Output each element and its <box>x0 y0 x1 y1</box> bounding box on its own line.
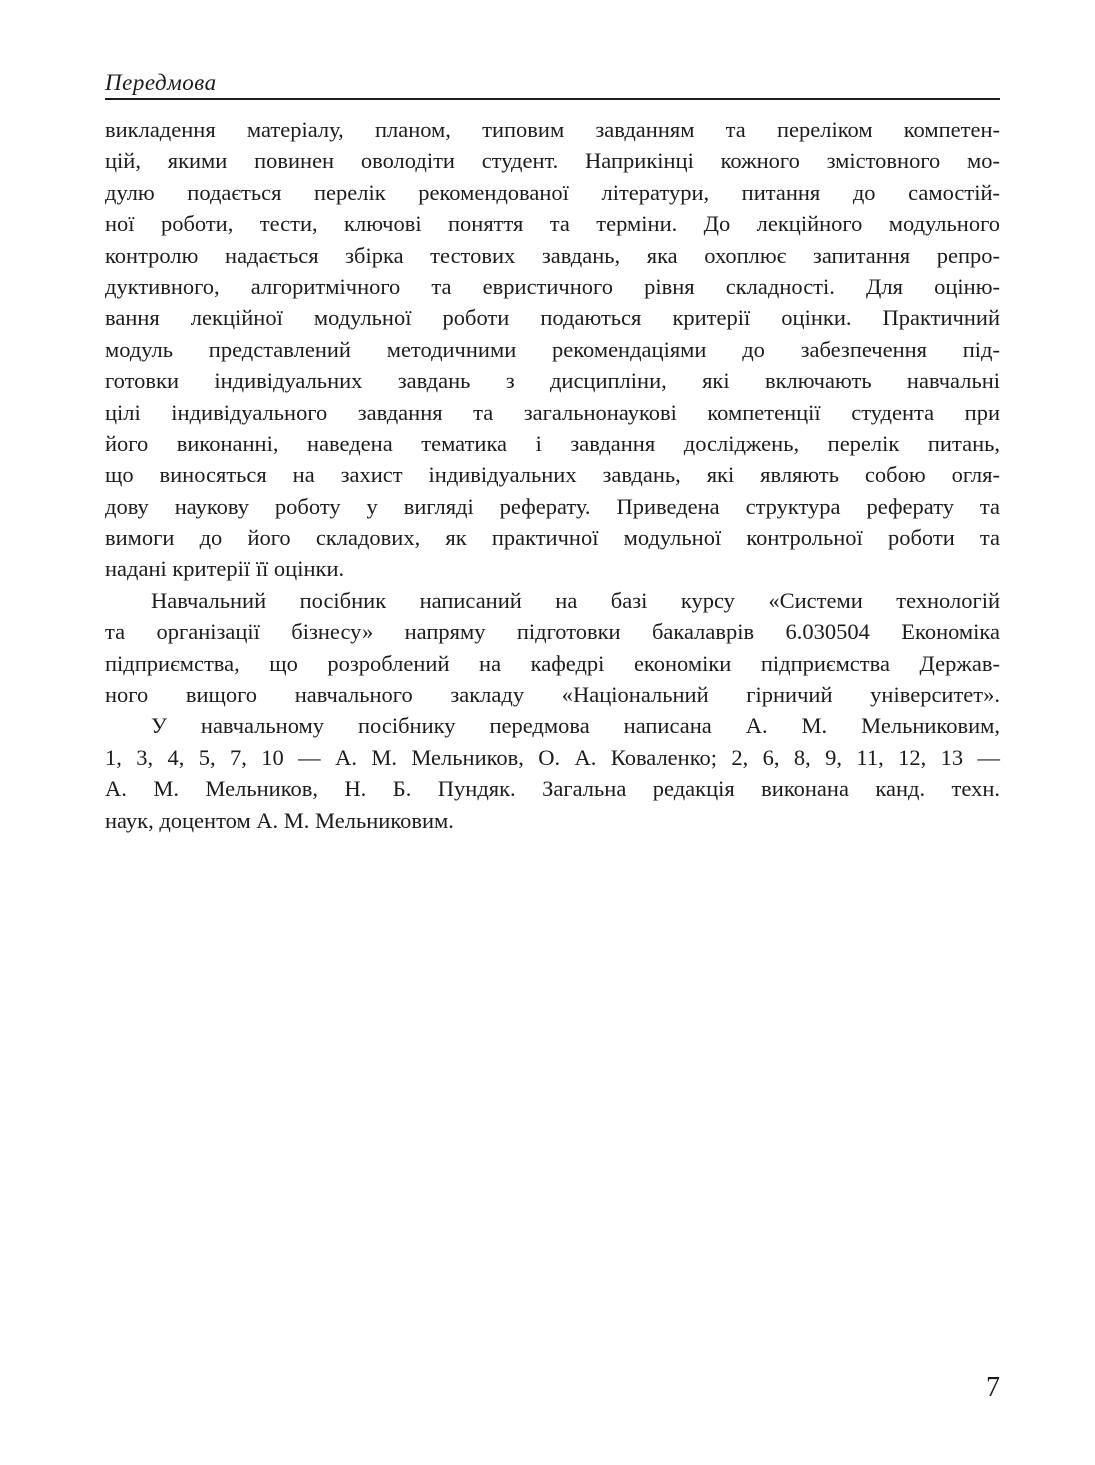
text-line: цій, якими повинен оволодіти студент. Наприкінці кожного змістовного мо- <box>105 148 1000 174</box>
header-rule <box>105 98 1000 100</box>
text-line: дуктивного, алгоритмічного та евристичного рівня складності. Для оціню- <box>105 273 1000 299</box>
text-line: та організації бізнесу» напряму підготовки бакалаврів 6.030504 Економіка <box>105 619 1000 645</box>
text-line: його виконанні, наведена тематика і завдання досліджень, перелік питань, <box>105 430 1000 456</box>
text-line: дову наукову роботу у вигляді реферату. Приведена структура реферату та <box>105 493 1000 519</box>
running-header-title: Передмова <box>105 70 217 95</box>
text-line: готовки індивідуальних завдань з дисципліни, які включають навчальні <box>105 368 1000 394</box>
text-line: підприємства, що розроблений на кафедрі економіки підприємства Держав- <box>105 650 1000 676</box>
text-line: вимоги до його складових, як практичної модульної контрольної роботи та <box>105 525 1000 551</box>
text-line: дулю подається перелік рекомендованої літератури, питання до самостій- <box>105 179 1000 205</box>
text-line: що виносяться на захист індивідуальних завдань, які являють собою огля- <box>105 462 1000 488</box>
text-line: викладення матеріалу, планом, типовим завданням та переліком компетен- <box>105 117 1000 142</box>
body-text <box>105 114 1000 836</box>
text-line: 1, 3, 4, 5, 7, 10 — А. М. Мельников, О. А. Коваленко; 2, 6, 8, 9, 11, 12, 13 — <box>105 744 1000 770</box>
text-line: цілі індивідуального завдання та загальнонаукові компетенції студента при <box>105 399 1000 425</box>
text-line: ного вищого навчального закладу «Національний гірничий університет». <box>105 682 1000 708</box>
text-line: ної роботи, тести, ключові поняття та терміни. До лекційного модульного <box>105 211 1000 237</box>
paragraph <box>105 114 1000 585</box>
text-line: вання лекційної модульної роботи подаються критерії оцінки. Практичний <box>105 305 1000 331</box>
text-line: Навчальний посібник написаний на базі курсу «Системи технологій <box>151 587 1000 613</box>
text-line: У навчальному посібнику передмова написана А. М. Мельниковим, <box>151 713 1000 739</box>
text-line: надані критерії її оцінки. <box>105 556 345 582</box>
text-line: А. М. Мельников, Н. Б. Пундяк. Загальна редакція виконана канд. техн. <box>105 776 1000 802</box>
paragraph <box>105 585 1000 711</box>
page-number: 7 <box>986 1372 1000 1403</box>
text-line: контролю надається збірка тестових завдань, яка охоплює запитання репро- <box>105 242 1000 268</box>
text-line: наук, доцентом А. М. Мельниковим. <box>105 807 454 833</box>
text-line: модуль представлений методичними рекомендаціями до забезпечення під- <box>105 336 1000 362</box>
paragraph <box>105 710 1000 836</box>
